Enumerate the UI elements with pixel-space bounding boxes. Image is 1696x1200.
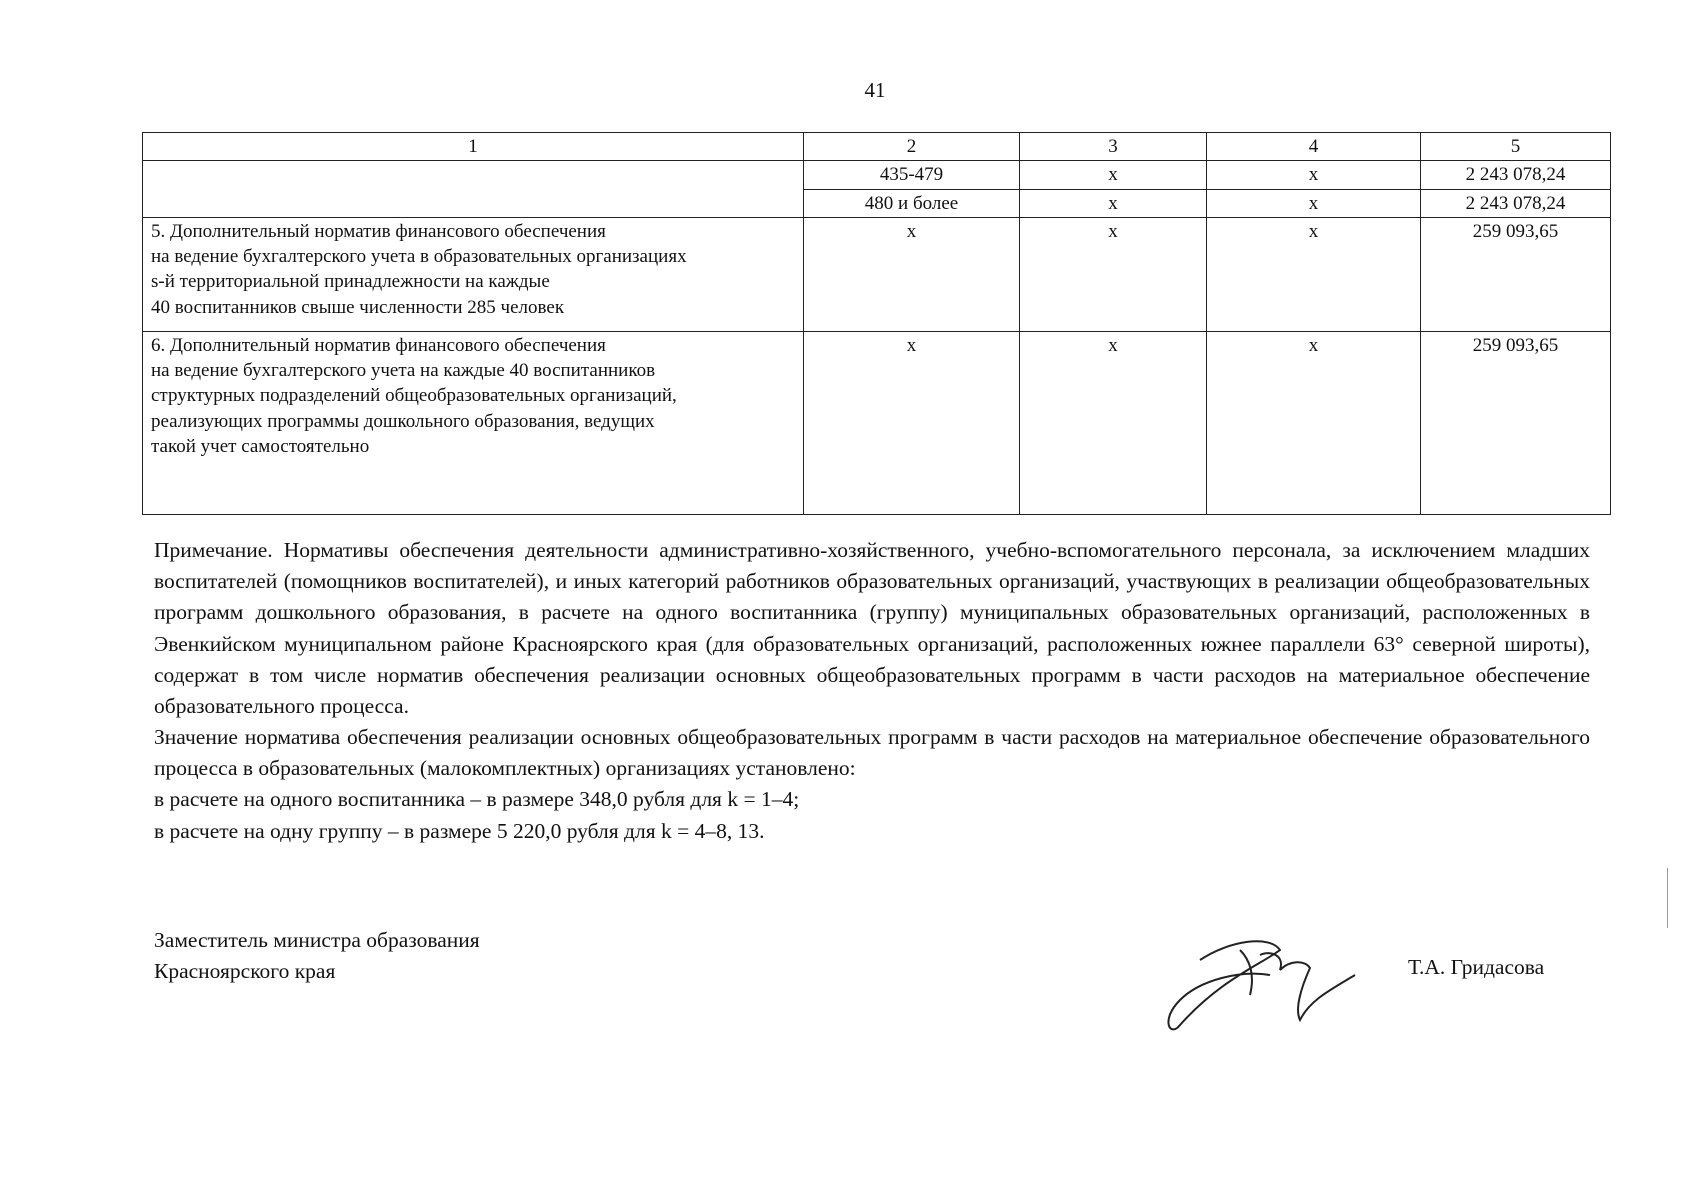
norms-table: [142, 132, 1611, 515]
scan-edge-mark: [1667, 868, 1668, 928]
table-cell: x: [1207, 217, 1421, 331]
table-cell: 259 093,65: [1421, 217, 1611, 331]
description-line: s-й территориальной принадлежности на каждые: [151, 271, 550, 293]
table-cell: 259 093,65: [1421, 331, 1611, 514]
description-line: 6. Дополнительный норматив финансового обеспечения: [151, 334, 606, 356]
table-cell: x: [804, 217, 1020, 331]
signer-title: [154, 925, 480, 987]
table-cell: x: [1207, 189, 1421, 217]
description-line: такой учет самостоятельно: [151, 435, 370, 457]
table-cell: x: [1207, 161, 1421, 189]
table-cell-empty: [143, 161, 804, 218]
table-cell: 435-479: [804, 161, 1020, 189]
header-cell: 3: [1020, 133, 1207, 161]
note-line: в расчете на одну группу – в размере 5 220,0 рубля для k = 4–8, 13.: [154, 818, 765, 843]
table-cell: x: [804, 331, 1020, 514]
table-cell: x: [1207, 331, 1421, 514]
header-cell: 5: [1421, 133, 1611, 161]
header-cell: 4: [1207, 133, 1421, 161]
table-cell: x: [1020, 161, 1207, 189]
table-cell-description: [143, 217, 804, 331]
table-cell: x: [1020, 217, 1207, 331]
note-paragraph: Значение норматива обеспечения реализации основных общеобразовательных программ в части расходов на материальное обеспечение образовательного процесса в образовательных (малокомплектных) организациях установлено:: [154, 725, 1590, 781]
signer-title-line: Красноярского края: [154, 959, 336, 984]
table-cell-description: [143, 331, 804, 514]
table-row: [143, 331, 1611, 514]
table-row: [143, 161, 1611, 189]
note-paragraph: Примечание. Нормативы обеспечения деятельности административно-хозяйственного, учебно-вспомогательного персонала, за исключением младших воспитателей (помощников воспитателей), и иных категорий работников образовательных организаций, участвующих в реализации общеобразовательных программ дошкольного образования, в расчете на одного воспитанника (группу) муниципальных образовательных организаций, расположенных в Эвенкийском муниципальном районе Красноярского края (для образовательных организаций, расположенных южнее параллели 63° северной широты), содержат в том числе норматив обеспечения реализации основных общеобразовательных программ в части расходов на материальное обеспечение образовательного процесса.: [154, 538, 1590, 718]
table-cell: x: [1020, 331, 1207, 514]
page-number: 41: [864, 78, 886, 102]
description-line: 5. Дополнительный норматив финансового обеспечения: [151, 220, 606, 242]
handwritten-signature: [1160, 920, 1360, 1040]
description-line: на ведение бухгалтерского учета на каждые 40 воспитанников: [151, 360, 656, 382]
table-row: [143, 217, 1611, 331]
header-cell: 2: [804, 133, 1020, 161]
description-line: 40 воспитанников свыше численности 285 человек: [151, 296, 565, 318]
table-cell: 480 и более: [804, 189, 1020, 217]
signer-name: Т.А. Гридасова: [1408, 955, 1545, 979]
header-cell: 1: [143, 133, 804, 161]
table-cell: 2 243 078,24: [1421, 161, 1611, 189]
signer-title-line: Заместитель министра образования: [154, 928, 480, 952]
table-header-row: [143, 133, 1611, 161]
note-line: в расчете на одного воспитанника – в размере 348,0 рубля для k = 1–4;: [154, 787, 800, 812]
description-line: структурных подразделений общеобразовательных организаций,: [151, 385, 677, 407]
description-line: на ведение бухгалтерского учета в образовательных организациях: [151, 246, 687, 268]
note-section: [154, 535, 1590, 847]
description-line: реализующих программы дошкольного образования, ведущих: [151, 410, 655, 432]
table-cell: x: [1020, 189, 1207, 217]
table-cell: 2 243 078,24: [1421, 189, 1611, 217]
